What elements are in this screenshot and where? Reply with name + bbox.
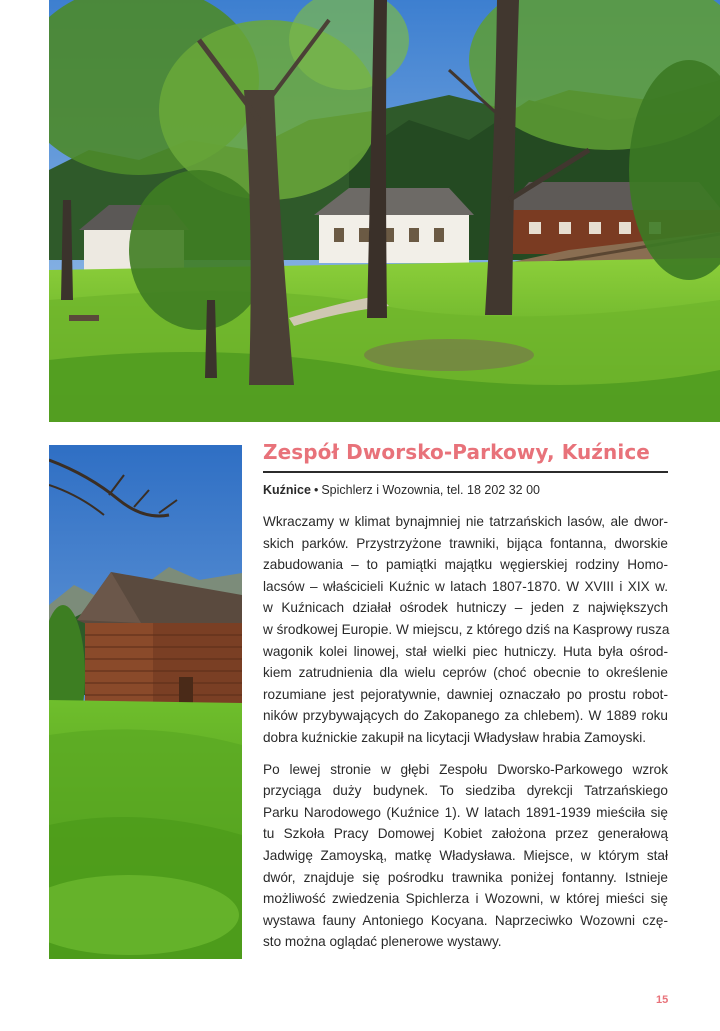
article-title: Zespół Dworsko-Parkowy, Kuźnice [263, 440, 650, 464]
text-line: przyciąga duży budynek. To siedziba dyrekcji Tatrzańskiego [263, 783, 668, 799]
side-photo [49, 445, 242, 959]
text-line: możliwość zwiedzenia Spichlerza i Wozowni, w której mieści się [263, 891, 668, 907]
text-line: zabudowania – to pamiątki majątku węgierskiej rodziny Homo- [263, 557, 668, 573]
text-line: Wkraczamy w klimat bynajmniej nie tatrzańskich lasów, ale dwor- [263, 514, 668, 529]
text-line: wagonik kolei linowej, stał wielki piec hutniczy. Huta była ośrod- [263, 643, 668, 659]
text-line: Jadwigę Zamoyską, matkę Władysława. Miejsce, w którym stał [263, 847, 668, 863]
text-line: Parku Narodowego (Kuźnice 1). W latach 1891-1939 mieściła się [263, 804, 668, 820]
text-line: dobra kuźnickie zakupił na licytacji Władysław hrabia Zamoyski. [263, 729, 647, 745]
top-photo [49, 0, 720, 422]
paragraph-2 [263, 759, 668, 953]
article-details: Spichlerz i Wozownia, tel. 18 202 32 00 [321, 483, 540, 497]
text-line: ników przybywających do Zakopanego za chlebem). W 1889 roku [263, 708, 668, 724]
text-line: lacsów – właścicieli Kuźnic w latach 1807-1870. W XVIII i XIX w. [263, 578, 668, 594]
text-line: rozumiane jest pejoratywnie, dawniej oznaczało po prostu robot- [263, 686, 668, 702]
text-line: dwór, znajduje się pośrodku trawnika poniżej fontanny. Istnieje [263, 869, 668, 885]
text-line: w środkowej Europie. W miejscu, z którego dziś na Kasprowy rusza [263, 621, 670, 637]
article-body [263, 511, 668, 953]
text-line: wystawa fauny Antoniego Kocyana. Naprzeciwko Wozowni czę- [263, 912, 668, 928]
page-number: 15 [656, 994, 669, 1006]
article-location: Kuźnice [263, 483, 311, 497]
info-separator: • [313, 483, 319, 497]
article-info-line [263, 483, 683, 497]
text-line: sto można oglądać plenerowe wystawy. [263, 934, 502, 950]
text-line: tu Szkoła Pracy Domowej Kobiet założona przez generałową [263, 826, 668, 842]
text-line: kiem zatrudnienia dla wielu ceprów (choć obecnie to określenie [263, 665, 668, 681]
text-line: Po lewej stronie w głębi Zespołu Dworsko-Parkowego wzrok [263, 761, 668, 777]
text-line: w Kuźnicach działał ośrodek hutniczy – jeden z największych [263, 600, 668, 616]
text-line: skich parków. Przystrzyżone trawniki, bijąca fontanna, dworskie [263, 535, 668, 551]
paragraph-1 [263, 511, 668, 749]
title-divider [263, 471, 668, 473]
